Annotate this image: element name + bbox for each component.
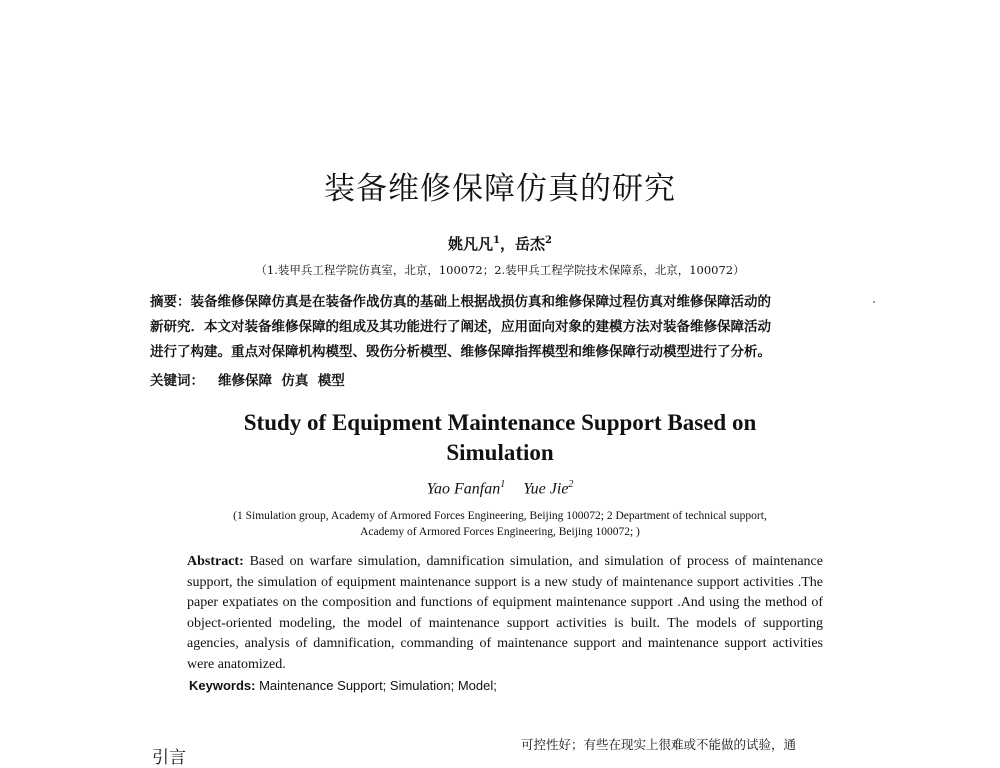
author-name: 姚凡凡 — [448, 235, 494, 253]
english-affiliation — [0, 508, 1000, 540]
english-keywords — [189, 678, 497, 693]
affiliation-line: Academy of Armored Forces Engineering, Beijing 100072; ) — [360, 526, 640, 538]
body-column-2-text: 可控性好；有些在现实上很难或不能做的试验，通 — [521, 737, 797, 752]
keywords-label: 关键词： — [150, 373, 204, 389]
author-separator: ， — [499, 235, 515, 253]
english-abstract — [187, 552, 823, 675]
chinese-abstract — [150, 290, 855, 365]
author-name: Yao Fanfan — [426, 480, 501, 498]
chinese-keywords — [150, 369, 345, 389]
affiliation-line: (1 Simulation group, Academy of Armored Forces Engineering, Beijing 100072; 2 Department of technical support, — [233, 510, 767, 522]
chinese-title: 装备维修保障仿真的研究 — [324, 171, 676, 207]
chinese-authors — [0, 233, 1000, 254]
chinese-affiliation: （1.装甲兵工程学院仿真室，北京，100072；2.装甲兵工程学院技术保障系，北京，100072） — [255, 263, 745, 277]
author-affil-mark: 1 — [493, 235, 500, 246]
author-affil-mark: 2 — [568, 479, 574, 490]
author-affil-mark: 2 — [545, 235, 552, 246]
keywords-label: Keywords: — [189, 678, 256, 693]
section-heading-introduction: 引言 — [152, 748, 186, 768]
abstract-line: 摘要：装备维修保障仿真是在装备作战仿真的基础上根据战损仿真和维修保障过程仿真对维修保障活动的 — [150, 294, 771, 310]
abstract-line: 新研究．本文对装备维修保障的组成及其功能进行了阐述，应用面向对象的建模方法对装备维修保障活动 — [150, 319, 771, 335]
english-title-line: Study of Equipment Maintenance Support Based on — [243, 410, 757, 435]
english-title-line: Simulation — [446, 440, 554, 465]
author-name: 岳杰 — [515, 235, 546, 253]
keywords-list: Maintenance Support; Simulation; Model; — [259, 678, 497, 693]
abstract-label: Abstract: — [187, 554, 244, 569]
keywords-list: 维修保障 仿真 模型 — [218, 373, 345, 389]
abstract-line: 进行了构建。重点对保障机构模型、毁伤分析模型、维修保障指挥模型和维修保障行动模型进行了分析。 — [150, 344, 771, 360]
abstract-text: Based on warfare simulation, damnification simulation, and simulation of process of maintenance support, the simulation of equipment maintenance support is a new study of maintenance support activities .The paper expatiates on the composition and functions of equipment maintenance support .And using the method of object-oriented modeling, the model of maintenance support activities is built. The models of supporting agencies, analysis of damnification, commanding of maintenance support and maintenance support activities were anatomized. — [187, 554, 823, 672]
author-affil-mark: 1 — [500, 479, 506, 490]
scan-speck — [873, 301, 875, 303]
author-name: Yue Jie — [523, 480, 569, 498]
english-authors — [0, 479, 1000, 498]
english-title — [0, 408, 1000, 468]
